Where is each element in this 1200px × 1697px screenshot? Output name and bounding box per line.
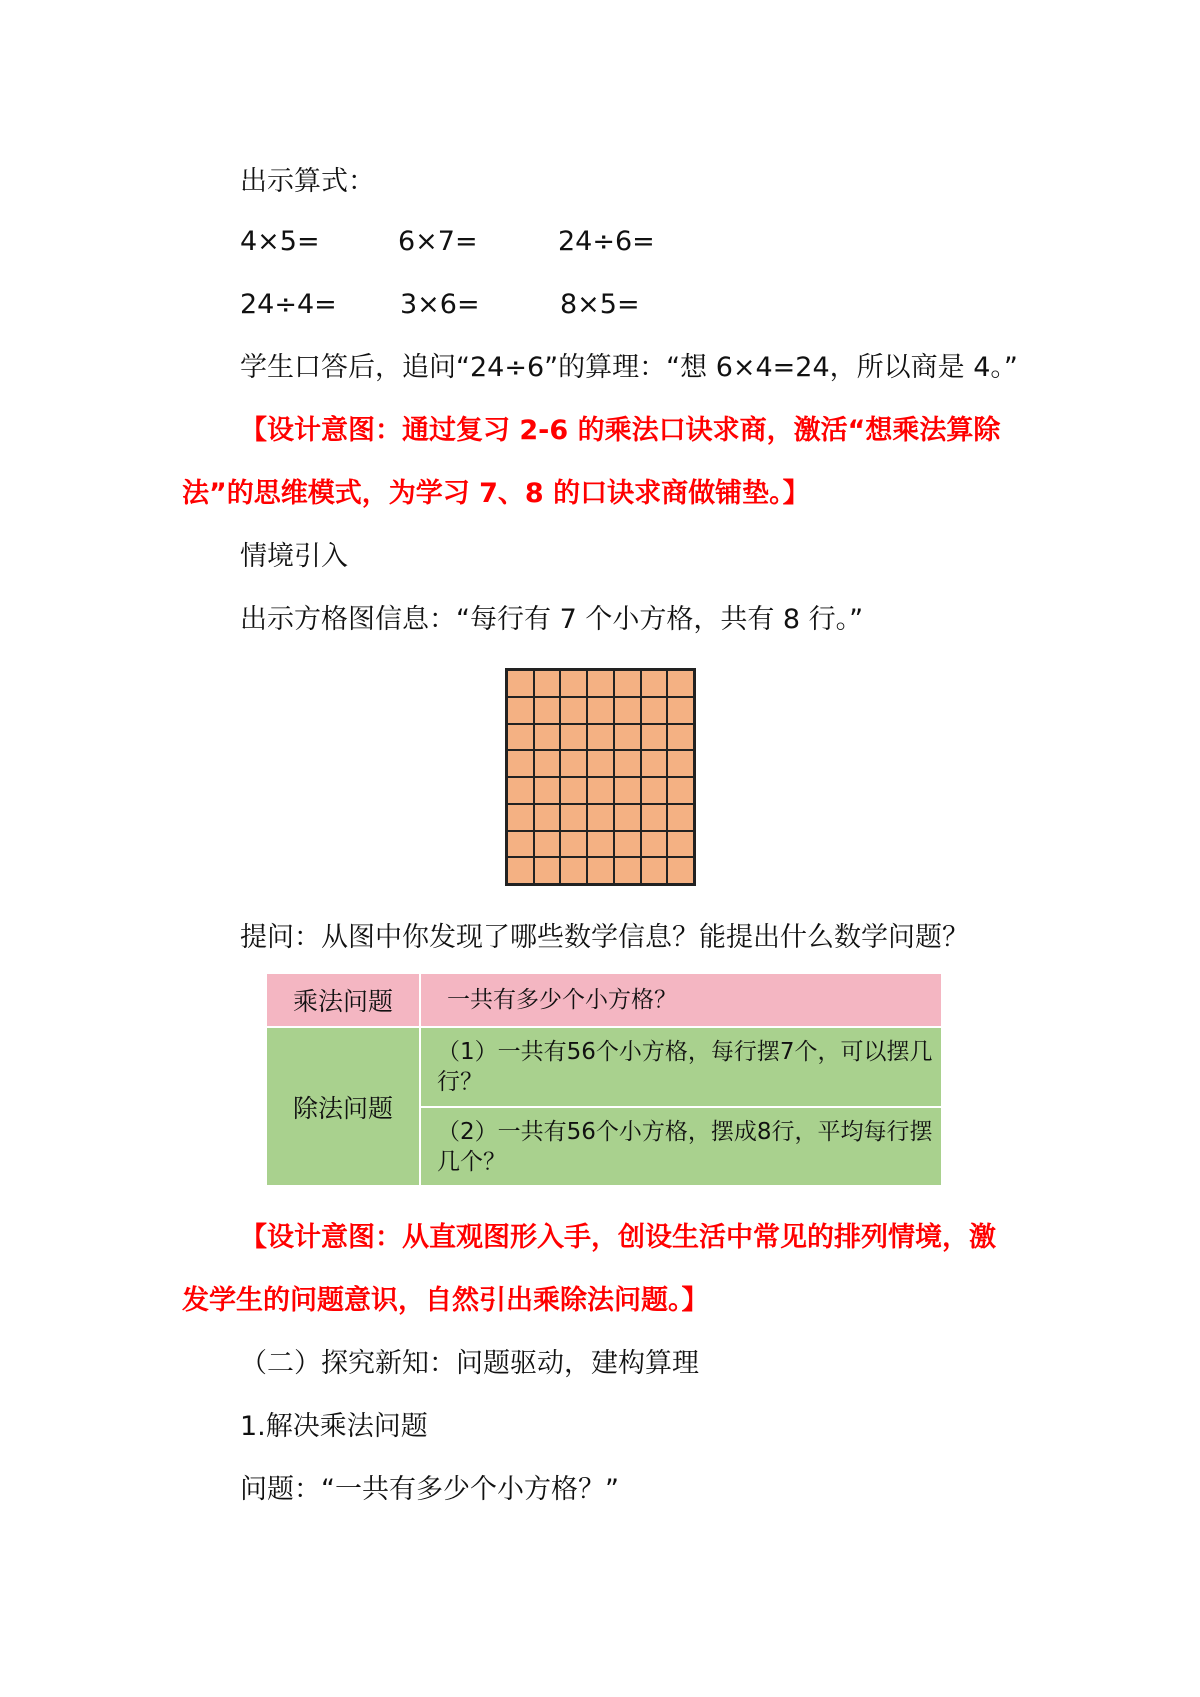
grid-cell: [614, 670, 641, 697]
design-intent-2-line2: 发学生的问题意识，自然引出乘除法问题。】: [182, 1285, 709, 1316]
grid-cell: [560, 750, 587, 777]
grid-cell: [587, 670, 614, 697]
grid-cell: [641, 670, 668, 697]
grid-cell: [534, 857, 561, 884]
grid-cell: [560, 777, 587, 804]
grid-cell: [667, 857, 694, 884]
grid-cell: [560, 724, 587, 751]
grid-cell: [534, 670, 561, 697]
grid-cell: [534, 724, 561, 751]
grid-cell: [587, 831, 614, 858]
grid-cell: [587, 750, 614, 777]
problem-table: [265, 972, 943, 1187]
square-grid-7x8: [505, 668, 696, 886]
multiplication-row: [266, 973, 942, 1027]
question-prompt: 提问：从图中你发现了哪些数学信息？能提出什么数学问题？: [240, 922, 969, 953]
grid-cell: [587, 777, 614, 804]
grid-cell: [534, 697, 561, 724]
grid-cell: [587, 857, 614, 884]
equation-4x5: 4×5=: [240, 226, 320, 257]
grid-cell: [534, 831, 561, 858]
subsection-one-heading: 1.解决乘法问题: [240, 1411, 428, 1442]
grid-cell: [667, 831, 694, 858]
question-one: 问题：“一共有多少个小方格？”: [240, 1474, 619, 1505]
grid-cell: [614, 724, 641, 751]
grid-cell: [614, 697, 641, 724]
grid-cell: [507, 804, 534, 831]
grid-cell: [560, 831, 587, 858]
equation-6x7: 6×7=: [398, 226, 478, 257]
grid-cell: [560, 670, 587, 697]
grid-cell: [560, 804, 587, 831]
grid-cell: [507, 750, 534, 777]
grid-cell: [587, 697, 614, 724]
grid-cell: [507, 857, 534, 884]
grid-cell: [507, 724, 534, 751]
grid-cell: [667, 670, 694, 697]
grid-cell: [534, 804, 561, 831]
grid-cell: [507, 697, 534, 724]
grid-cell: [667, 777, 694, 804]
section-two-heading: （二）探究新知：问题驱动，建构算理: [240, 1348, 699, 1379]
division-question-2: （2）一共有56个小方格，摆成8行，平均每行摆几个？: [420, 1107, 942, 1186]
design-intent-1-line1: 【设计意图：通过复习 2-6 的乘法口诀求商，激活“想乘法算除: [240, 415, 1001, 446]
grid-cell: [641, 697, 668, 724]
grid-cell: [667, 750, 694, 777]
grid-cell: [614, 777, 641, 804]
grid-cell: [534, 777, 561, 804]
grid-cell: [534, 750, 561, 777]
follow-up-question: 学生口答后，追问“24÷6”的算理：“想 6×4=24，所以商是 4。”: [240, 352, 1018, 383]
design-intent-1-line2: 法”的思维模式，为学习 7、8 的口诀求商做铺垫。】: [182, 478, 810, 509]
grid-cell: [560, 857, 587, 884]
grid-cell: [667, 724, 694, 751]
grid-cell: [641, 777, 668, 804]
show-equations-label: 出示算式：: [240, 166, 375, 197]
multiplication-question: 一共有多少个小方格？: [420, 973, 942, 1027]
division-label: 除法问题: [266, 1027, 420, 1186]
equation-24div6: 24÷6=: [558, 226, 655, 257]
grid-cell: [641, 831, 668, 858]
grid-info: 出示方格图信息：“每行有 7 个小方格，共有 8 行。”: [240, 604, 864, 635]
grid-cell: [587, 724, 614, 751]
equation-3x6: 3×6=: [400, 289, 480, 320]
division-question-1: （1）一共有56个小方格，每行摆7个，可以摆几行？: [420, 1027, 942, 1107]
grid-cell: [614, 857, 641, 884]
grid-cell: [587, 804, 614, 831]
division-row-1: [266, 1027, 942, 1107]
grid-cell: [641, 857, 668, 884]
grid-cell: [667, 697, 694, 724]
grid-cell: [614, 831, 641, 858]
equation-24div4: 24÷4=: [240, 289, 337, 320]
grid-cell: [507, 670, 534, 697]
scenario-heading: 情境引入: [240, 541, 348, 572]
grid-cell: [560, 697, 587, 724]
equation-8x5: 8×5=: [560, 289, 640, 320]
grid-cell: [667, 804, 694, 831]
grid-cell: [507, 831, 534, 858]
multiplication-label: 乘法问题: [266, 973, 420, 1027]
grid-cell: [507, 777, 534, 804]
grid-cell: [641, 724, 668, 751]
grid-cell: [614, 750, 641, 777]
grid-cell: [614, 804, 641, 831]
grid-cell: [641, 750, 668, 777]
design-intent-2-line1: 【设计意图：从直观图形入手，创设生活中常见的排列情境，激: [240, 1222, 996, 1253]
grid-cell: [641, 804, 668, 831]
